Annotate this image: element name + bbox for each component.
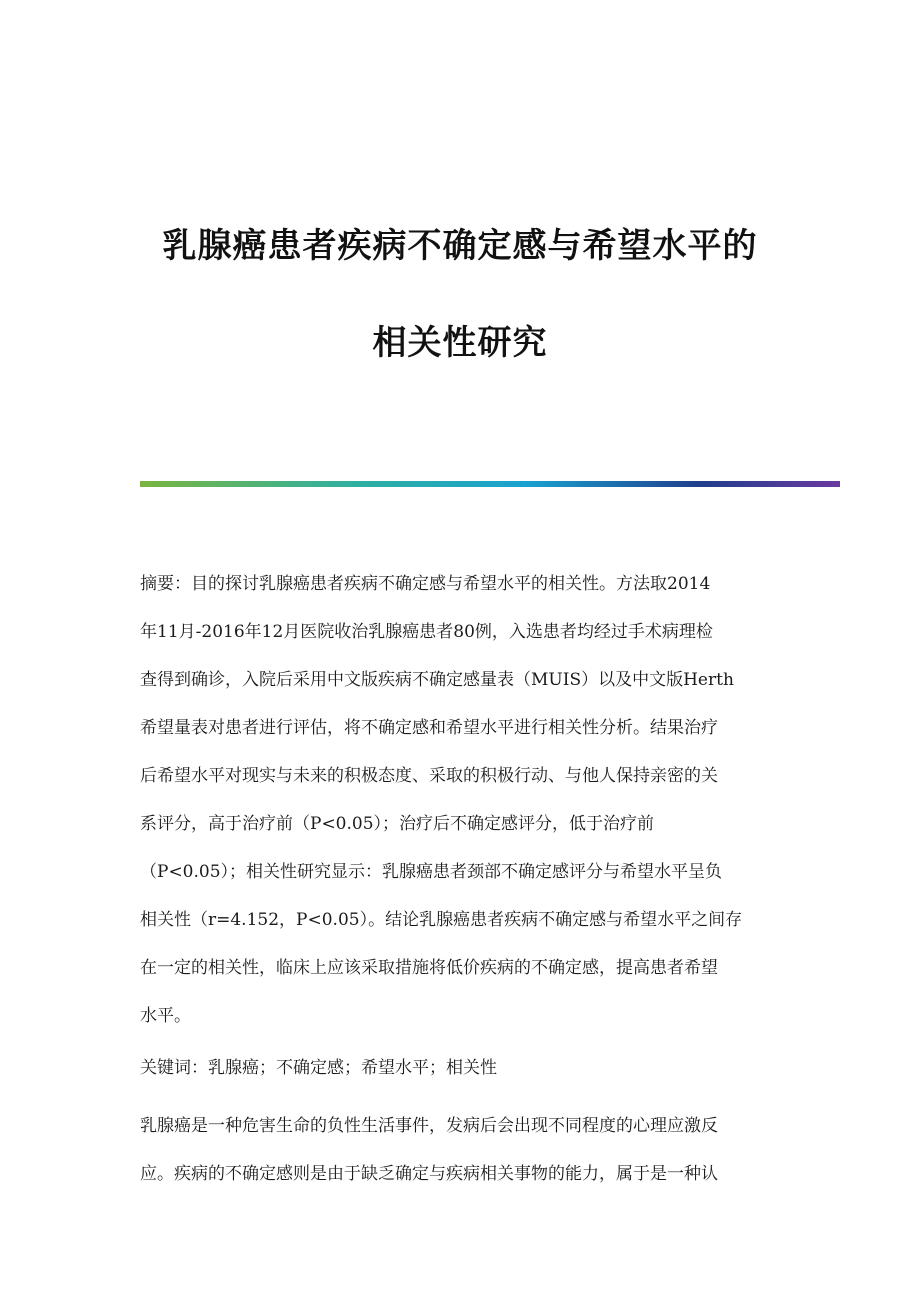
abstract-line: 查得到确诊，入院后采用中文版疾病不确定感量表（MUIS）以及中文版Herth [140, 670, 734, 690]
paper-title-line-2: 相关性研究 [372, 323, 548, 363]
abstract-line: 希望量表对患者进行评估，将不确定感和希望水平进行相关性分析。结果治疗 [140, 718, 718, 738]
abstract-paragraph [140, 560, 780, 1040]
intro-line: 应。疾病的不确定感则是由于缺乏确定与疾病相关事物的能力，属于是一种认 [140, 1164, 718, 1184]
abstract-line: 摘要：目的探讨乳腺癌患者疾病不确定感与希望水平的相关性。方法取2014 [140, 574, 711, 594]
abstract-line: 后希望水平对现实与未来的积极态度、采取的积极行动、与他人保持亲密的关 [140, 766, 718, 786]
abstract-line: 系评分，高于治疗前（P<0.05）；治疗后不确定感评分，低于治疗前 [140, 814, 655, 834]
abstract-line: 在一定的相关性，临床上应该采取措施将低价疾病的不确定感，提高患者希望 [140, 958, 718, 978]
keywords-line: 关键词：乳腺癌；不确定感；希望水平；相关性 [140, 1058, 497, 1078]
abstract-line: 相关性（r=4.152，P<0.05）。结论乳腺癌患者疾病不确定感与希望水平之间存 [140, 910, 743, 930]
paper-title-line-1: 乳腺癌患者疾病不确定感与希望水平的 [162, 226, 758, 266]
abstract-line: （P<0.05）；相关性研究显示：乳腺癌患者颈部不确定感评分与希望水平呈负 [140, 862, 723, 882]
intro-line: 乳腺癌是一种危害生命的负性生活事件，发病后会出现不同程度的心理应激反 [140, 1116, 718, 1136]
gradient-divider [140, 481, 840, 487]
abstract-line: 水平。 [140, 1006, 191, 1026]
intro-paragraph [140, 1102, 780, 1198]
keywords-paragraph [140, 1044, 780, 1092]
abstract-line: 年11月-2016年12月医院收治乳腺癌患者80例，入选患者均经过手术病理检 [140, 622, 713, 642]
